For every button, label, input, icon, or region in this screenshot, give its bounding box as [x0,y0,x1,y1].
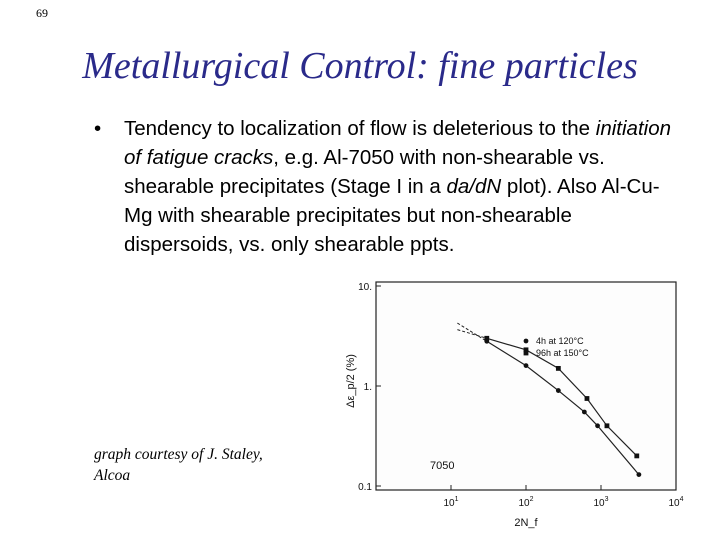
data-point-square [585,396,590,401]
legend-entry: 4h at 120°C [536,336,584,346]
bullet-segment-3: , e.g. Al-7050 with non-shearable vs. shearable precipitates (Stage I in a [124,146,605,198]
y-tick-label: 1. [363,382,372,393]
x-tick-label: $10^3$ [593,496,609,509]
data-point-square [556,366,561,371]
data-point-square [484,336,489,341]
bullet-segment-2: initiation of fatigue cracks [124,117,671,169]
data-point-circle [636,472,641,477]
bullet-segment-5: plot). Also Al-Cu-Mg with shearable precipitates but non-shearable dispersoids, vs. only shearable ppts. [124,175,660,256]
graph-caption: graph courtesy of J. Staley, Alcoa [94,446,263,484]
data-point-square [634,453,639,458]
data-point-circle [556,388,561,393]
alloy-annotation: 7050 [430,460,455,472]
y-axis-label-text: Δε_p/2 (%) [345,354,357,408]
y-axis-label [345,354,357,408]
x-tick-label: $10^1$ [443,496,459,509]
bullet-segment-4: da/dN [446,175,502,198]
data-point-circle [595,423,600,428]
x-tick-label: $10^4$ [668,496,684,509]
data-point-circle [524,363,529,368]
bullet-text [124,114,684,259]
fatigue-chart-svg [330,278,690,540]
x-axis-label: 2N_f [514,517,538,529]
bullet-marker: • [94,117,102,140]
fatigue-graph [330,278,690,540]
bullet-segment-1: Tendency to localization of flow is deleterious to the [124,117,596,140]
legend-marker-circle [524,339,529,344]
legend-entry: 96h at 150°C [536,348,589,358]
slide-title: Metallurgical Control: fine particles [82,45,638,87]
legend-marker-square [524,351,529,356]
data-point-square [605,423,610,428]
y-tick-label: 10. [358,282,372,293]
data-point-circle [582,410,587,415]
x-tick-label: $10^2$ [518,496,534,509]
plot-frame [376,282,676,490]
y-tick-label: 0.1 [358,482,372,493]
slide-number: 69 [36,6,48,20]
